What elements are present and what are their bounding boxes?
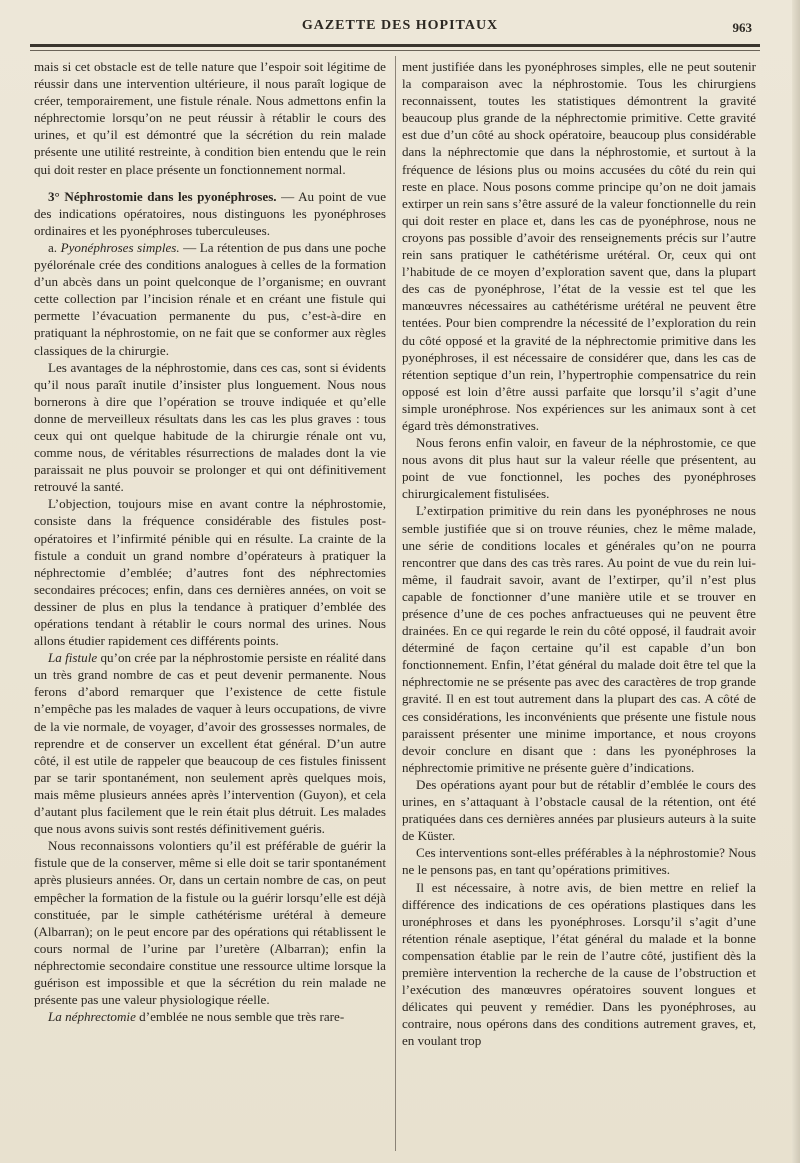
paragraph: Ces interventions sont-elles préférables à la néphrostomie? Nous ne le pensons pas, en tant qu’opérations primitives. [402, 845, 756, 878]
paragraph: Nous ferons enfin valoir, en faveur de la néphrostomie, ce que nous avons dit plus haut sur la valeur réelle que présentent, au point de vue fonctionnel, les poches des pyonéphroses chirurgicalement fistulisées. [402, 435, 756, 502]
paragraph: mais si cet obstacle est de telle nature que l’espoir soit légitime de réussir dans une intervention ultérieure, il nous paraît logique de créer, temporairement, une fistule rénale. Nous admettons enfin la néphrectomie lorsqu’on ne peut réussir à rétablir le cours des urines, et qu’il est démontré que la sécrétion du rein malade présente une utilité restreinte, à condition bien entendu que le rein qui doit rester en place présente un fonctionnement normal. [34, 59, 386, 177]
paragraph: Nous reconnaissons volontiers qu’il est préférable de guérir la fistule que de la conserver, même si elle doit se tarir spontanément après plusieurs années. Or, dans un certain nombre de cas, on peut empêcher la formation de la fistule ou la guérir lorsqu’elle est déjà constituée, par le simple cathétérisme urétéral à demeure (Albarran); on le peut encore par des opérations qui rétablissent le cours normal de l’urine par l’uretère (Albarran); enfin la néphrectomie secondaire constitue une ressource ultime lorsque la guérison est impossible et que la sécrétion du rein malade ne présente pas une valeur physiologique réelle. [34, 838, 386, 1008]
page-header [30, 18, 770, 42]
italic-term: La fistule [48, 650, 98, 666]
right-column [402, 58, 756, 1049]
header-rule-thick [30, 44, 760, 47]
subsection-title: Pyonéphroses simples. [60, 239, 180, 255]
paragraph: Il est nécessaire, à notre avis, de bien mettre en relief la différence des indications de ces opérations plastiques dans les uronéphroses et dans les pyonéphroses. Lorsqu’il s’agit d’une rétention rénale aseptique, l’état général du malade et la bonne compensation établie par le rein de l’autre côté, justifient dès la première intervention la recherche de la cause de l’obstruction et l’exécution des manœuvres opératoires souvent longues et délicates qui peuvent y remédier. Dans les pyonéphroses, au contraire, nous opérons dans des conditions autrement graves, et, en voulant trop [402, 879, 756, 1049]
paragraph-text: — La rétention de pus dans une poche pyélorénale crée des conditions analogues à celles de la formation d’un abcès dans un point quelconque de l’organisme; en ouvrant cette collection par l’incision rénale et en créant une fistule qui permette l’évacuation permanente du pus, c’est-à-dire en pratiquant la néphrostomie, on ne fait que se conformer aux règles classiques de la chirurgie. [34, 239, 386, 358]
paragraph: L’objection, toujours mise en avant contre la néphrostomie, consiste dans la fréquence considérable des fistules post-opératoires et l’infirmité pénible qui en résulte. La crainte de la fistule a conduit un grand nombre d’opérateurs à pratiquer la néphrectomie d’emblée; d’autres font des néphrectomies secondaires précoces; enfin, dans ces dernières années, on voit se dessiner de plus en plus la tendance à pratiquer d’emblée des opérations tendant à rétablir le cours normal des urines. Nous allons étudier rapidement ces différents points. [34, 496, 386, 649]
paragraph-text: d’emblée ne nous semble que très rare- [135, 1009, 345, 1025]
paragraph: Des opérations ayant pour but de rétablir d’emblée le cours des urines, en s’attaquant à l’obstacle causal de la rétention, ont été pratiquées dans ces dernières années par plusieurs auteurs à la suite de Küster. [402, 776, 756, 844]
subsection-label: a. [48, 239, 61, 255]
paragraph: ment justifiée dans les pyonéphroses simples, elle ne peut soutenir la comparaison avec la néphrostomie. Tous les chirurgiens reconnaissent, toutes les statistiques démontrent la gravité beaucoup plus grande de la néphrectomie primitive. Cette gravité est due d’un côté au shock opératoire, beaucoup plus considérable dans la néphrectomie que dans la néphrostomie, et surtout à la fréquence de lésions plus ou moins accusées du côté du rein qui reste en place. Nous posons comme principe qu’on ne doit jamais extirper un rein sans s’être assuré de la valeur fonctionnelle du rein qui doit rester en place et, dans les cas de pyonéphrose, nous ne croyons pas possible d’avoir des renseignements précis sur l’autre rein sans pratiquer le cathétérisme urétéral. Or, ceux qui ont l’habitude de ce moyen d’exploration savent que, dans la plupart des cas de pyonéphrose, l’état de la vessie est tel que les manœuvres nécessaires au cathétérisme urétéral ne peuvent être tentées. Pour bien comprendre la nécessité de l’exploration du rein du côté opposé et la gravité de la néphrectomie primitive dans les pyonéphroses, il est nécessaire de considérer que, dans les cas de rétention septique d’un rein, l’hypertrophie compensatrice du rein opposé est loin d’être aussi parfaite que lorsqu’il s’agit d’une simple uronéphrose. Nos expériences sur les animaux sont à cet égard très démonstratives. [402, 59, 756, 433]
header-rule-thin [30, 50, 760, 51]
column-divider [395, 56, 396, 1151]
paragraph [34, 1008, 386, 1025]
page-number: 963 [732, 20, 752, 35]
paragraph: Les avantages de la néphrostomie, dans ces cas, sont si évidents qu’il nous paraît inutile d’insister plus longuement. Nous nous bornerons à dire que l’opération se trouve indiquée et qu’elle donne de merveilleux résultats dans les cas les plus graves : tous ceux qui ont quelque habitude de la chirurgie rénale ont vu, comme nous, de véritables résurrections de malades dont la vie paraissait ne plus pouvoir se prolonger et qui ont définitivement retrouvé la santé. [34, 359, 386, 495]
paragraph-text: qu’on crée par la néphrostomie persiste en réalité dans un très grand nombre de cas et peut devenir permanente. Nous ferons d’abord remarquer que l’existence de cette fistule n’empêche pas les malades de vaquer à leurs occupations, de vivre de la vie normale, de voyager, d’avoir des grossesses normales, de reprendre et de conserver un excellent état général. D’un autre côté, il est utile de rappeler que beaucoup de ces fistules finissent par se tarir spontanément, non seulement après quelques mois, mais même plusieurs années après l’intervention (Guyon), et cela d’autant plus facilement que le rein était plus détruit. Les malades que nous avons suivis sont restés définitivement guéris. [34, 650, 387, 837]
paragraph [34, 239, 386, 359]
section-paragraph [34, 188, 386, 239]
section-heading: 3° Néphrostomie dans les pyonéphroses. [48, 188, 277, 204]
page-edge [792, 0, 800, 1163]
paragraph [34, 649, 386, 837]
journal-title: GAZETTE DES HOPITAUX [301, 18, 499, 33]
paragraph: L’extirpation primitive du rein dans les pyonéphroses ne nous semble justifiée que si on trouve réunies, chez le même malade, une série de conditions locales et générales qu’on ne pourra rencontrer que dans des cas très rares. Au point de vue du rein lui-même, il faudrait savoir, avant de l’extirper, qu’il n’est plus capable de fonctionner d’une manière utile et se trouver en présence d’une de ces poches anfractueuses qui ne peuvent être drainées. En ce qui regarde le rein du côté opposé, il faudrait avoir déterminé de façon certaine qu’il est capable d’un bon fonctionnement. Enfin, l’état général du malade doit être tel que la néphrectomie ne se présente pas avec des caractères de trop grande gravité. Il en est tout autrement dans la plupart des cas. A côté de ces considérations, les inconvénients que présente une fistule nous paraissent présenter une minime importance, et nous croyons devoir conclure en disant que : dans les pyonéphroses la néphrectomie primitive ne présente guère d’indications. [402, 503, 756, 775]
left-column [34, 58, 386, 1025]
paragraph-text: — Au point de vue des indications opératoires, nous distinguons les pyonéphroses ordinaires et les pyonéphroses tuberculeuses. [34, 188, 387, 238]
italic-term: La néphrectomie [48, 1009, 136, 1025]
